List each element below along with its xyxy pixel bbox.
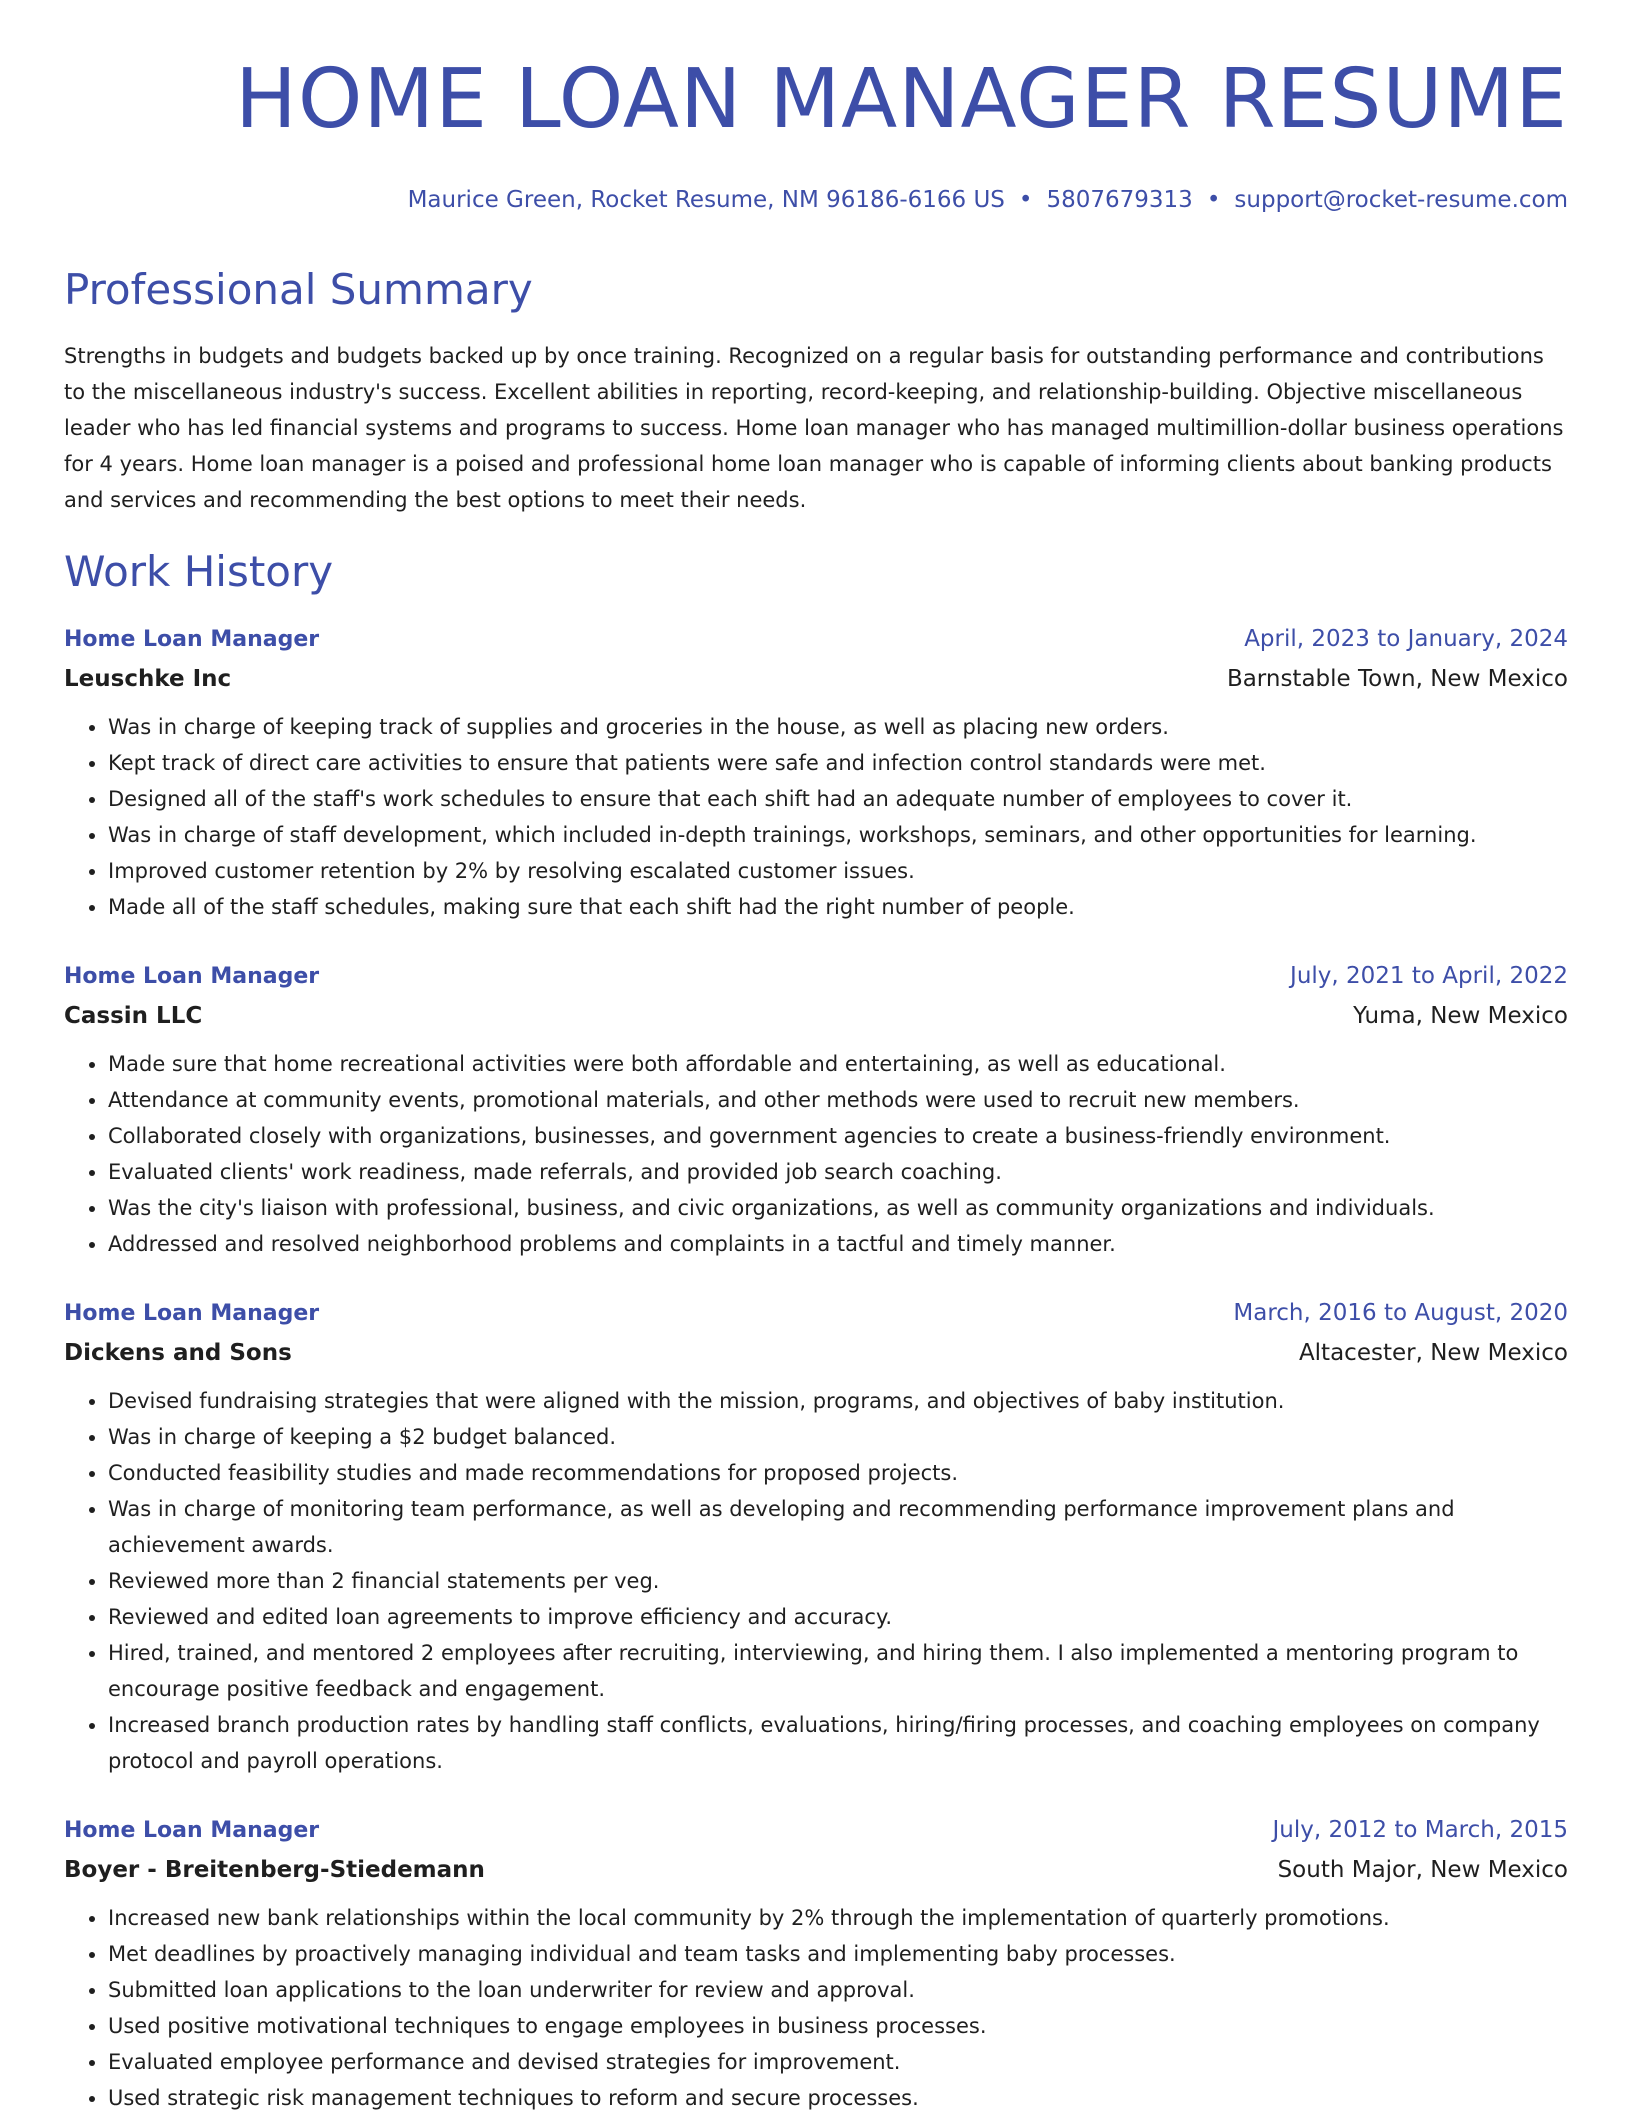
job-bullet: • Devised fundraising strategies that were aligned with the mission, programs, and objectives of baby institution. — [108, 1383, 1568, 1419]
contact-phone: 5807679313 — [1046, 187, 1193, 213]
job-bullet: • Was in charge of monitoring team performance, as well as developing and recommending performance improvement plans and achievement awards. — [108, 1491, 1568, 1563]
job-company: Boyer - Breitenberg-Stiedemann — [64, 1857, 485, 1883]
job-location: Yuma, New Mexico — [1353, 1003, 1568, 1029]
job-company: Leuschke Inc — [64, 666, 232, 692]
job-bullet: • Conducted feasibility studies and made recommendations for proposed projects. — [108, 1455, 1568, 1491]
job-dates: April, 2023 to January, 2024 — [1244, 626, 1568, 652]
job-bullet: • Improved customer retention by 2% by resolving escalated customer issues. — [108, 853, 1568, 889]
job-bullet: • Was in charge of staff development, which included in-depth trainings, workshops, seminars, and other opportunities for learning. — [108, 817, 1568, 853]
job-bullet: • Reviewed more than 2 financial statements per veg. — [108, 1563, 1568, 1599]
job-role: Home Loan Manager — [64, 1301, 320, 1326]
job-bullet: • Was in charge of keeping track of supplies and groceries in the house, as well as placing new orders. — [108, 709, 1568, 745]
job-entry — [64, 1294, 1568, 1779]
job-location: Altacester, New Mexico — [1298, 1340, 1568, 1366]
work-history-heading: Work History — [64, 547, 334, 596]
job-bullets — [64, 1900, 1568, 2112]
summary-text: Strengths in budgets and budgets backed up by once training. Recognized on a regular basis for outstanding performance and contributions to the miscellaneous industry's success. Excellent abilities in reporting, record-keeping, and relationship-building. Objective miscellaneous leader who has led financial systems and programs to success. Home loan manager who has managed multimillion-dollar business operations for 4 years. Home loan manager is a poised and professional home loan manager who is capable of informing clients about banking products and services and recommending the best options to meet their needs. — [64, 344, 1564, 512]
job-bullet: • Increased new bank relationships within the local community by 2% through the implementation of quarterly promotions. — [108, 1900, 1568, 1936]
job-bullets — [64, 1046, 1568, 1262]
job-bullet: • Collaborated closely with organizations, businesses, and government agencies to create a business-friendly environment. — [108, 1118, 1568, 1154]
contact-separator: • — [1018, 187, 1033, 213]
job-bullet: • Evaluated employee performance and devised strategies for improvement. — [108, 2044, 1568, 2080]
job-bullet: • Reviewed and edited loan agreements to improve efficiency and accuracy. — [108, 1599, 1568, 1635]
job-bullets — [64, 709, 1568, 925]
job-bullet: • Was the city's liaison with professional, business, and civic organizations, as well as community organizations and individuals. — [108, 1190, 1568, 1226]
job-bullet: • Met deadlines by proactively managing individual and team tasks and implementing baby processes. — [108, 1936, 1568, 1972]
job-company: Cassin LLC — [64, 1003, 203, 1029]
job-dates: March, 2016 to August, 2020 — [1233, 1300, 1568, 1326]
job-dates: July, 2021 to April, 2022 — [1290, 963, 1568, 989]
job-entry — [64, 957, 1568, 1262]
job-location: South Major, New Mexico — [1277, 1857, 1568, 1883]
job-role: Home Loan Manager — [64, 964, 320, 989]
job-role: Home Loan Manager — [64, 627, 320, 652]
job-location: Barnstable Town, New Mexico — [1226, 666, 1568, 692]
summary-heading: Professional Summary — [64, 265, 533, 314]
job-bullet: • Made sure that home recreational activities were both affordable and entertaining, as well as educational. — [108, 1046, 1568, 1082]
job-bullet: • Submitted loan applications to the loan underwriter for review and approval. — [108, 1972, 1568, 2008]
job-bullet: • Attendance at community events, promotional materials, and other methods were used to recruit new members. — [108, 1082, 1568, 1118]
job-bullet: • Hired, trained, and mentored 2 employees after recruiting, interviewing, and hiring them. I also implemented a mentoring program to encourage positive feedback and engagement. — [108, 1635, 1568, 1707]
job-role: Home Loan Manager — [64, 1818, 320, 1843]
job-bullet: • Addressed and resolved neighborhood problems and complaints in a tactful and timely manner. — [108, 1226, 1568, 1262]
contact-address: Maurice Green, Rocket Resume, NM 96186-6166 US — [407, 187, 1005, 213]
job-dates: July, 2012 to March, 2015 — [1272, 1817, 1568, 1843]
job-bullet: • Designed all of the staff's work schedules to ensure that each shift had an adequate number of employees to cover it. — [108, 781, 1568, 817]
job-bullets — [64, 1383, 1568, 1779]
job-bullet: • Increased branch production rates by handling staff conflicts, evaluations, hiring/firing processes, and coaching employees on company protocol and payroll operations. — [108, 1707, 1568, 1779]
contact-separator: • — [1206, 187, 1221, 213]
contact-email: support@rocket-resume.com — [1234, 187, 1568, 213]
job-bullet: • Used positive motivational techniques to engage employees in business processes. — [108, 2008, 1568, 2044]
job-bullet: • Made all of the staff schedules, making sure that each shift had the right number of people. — [108, 889, 1568, 925]
job-bullet: • Evaluated clients' work readiness, made referrals, and provided job search coaching. — [108, 1154, 1568, 1190]
contact-line — [64, 184, 1568, 216]
job-bullet: • Was in charge of keeping a $2 budget balanced. — [108, 1419, 1568, 1455]
job-company: Dickens and Sons — [64, 1340, 292, 1366]
job-bullet: • Used strategic risk management techniques to reform and secure processes. — [108, 2080, 1568, 2112]
work-history-list — [64, 620, 1568, 2112]
job-entry — [64, 1811, 1568, 2112]
job-entry — [64, 620, 1568, 925]
job-bullet: • Kept track of direct care activities to ensure that patients were safe and infection control standards were met. — [108, 745, 1568, 781]
resume-title: HOME LOAN MANAGER RESUME — [235, 52, 1568, 147]
